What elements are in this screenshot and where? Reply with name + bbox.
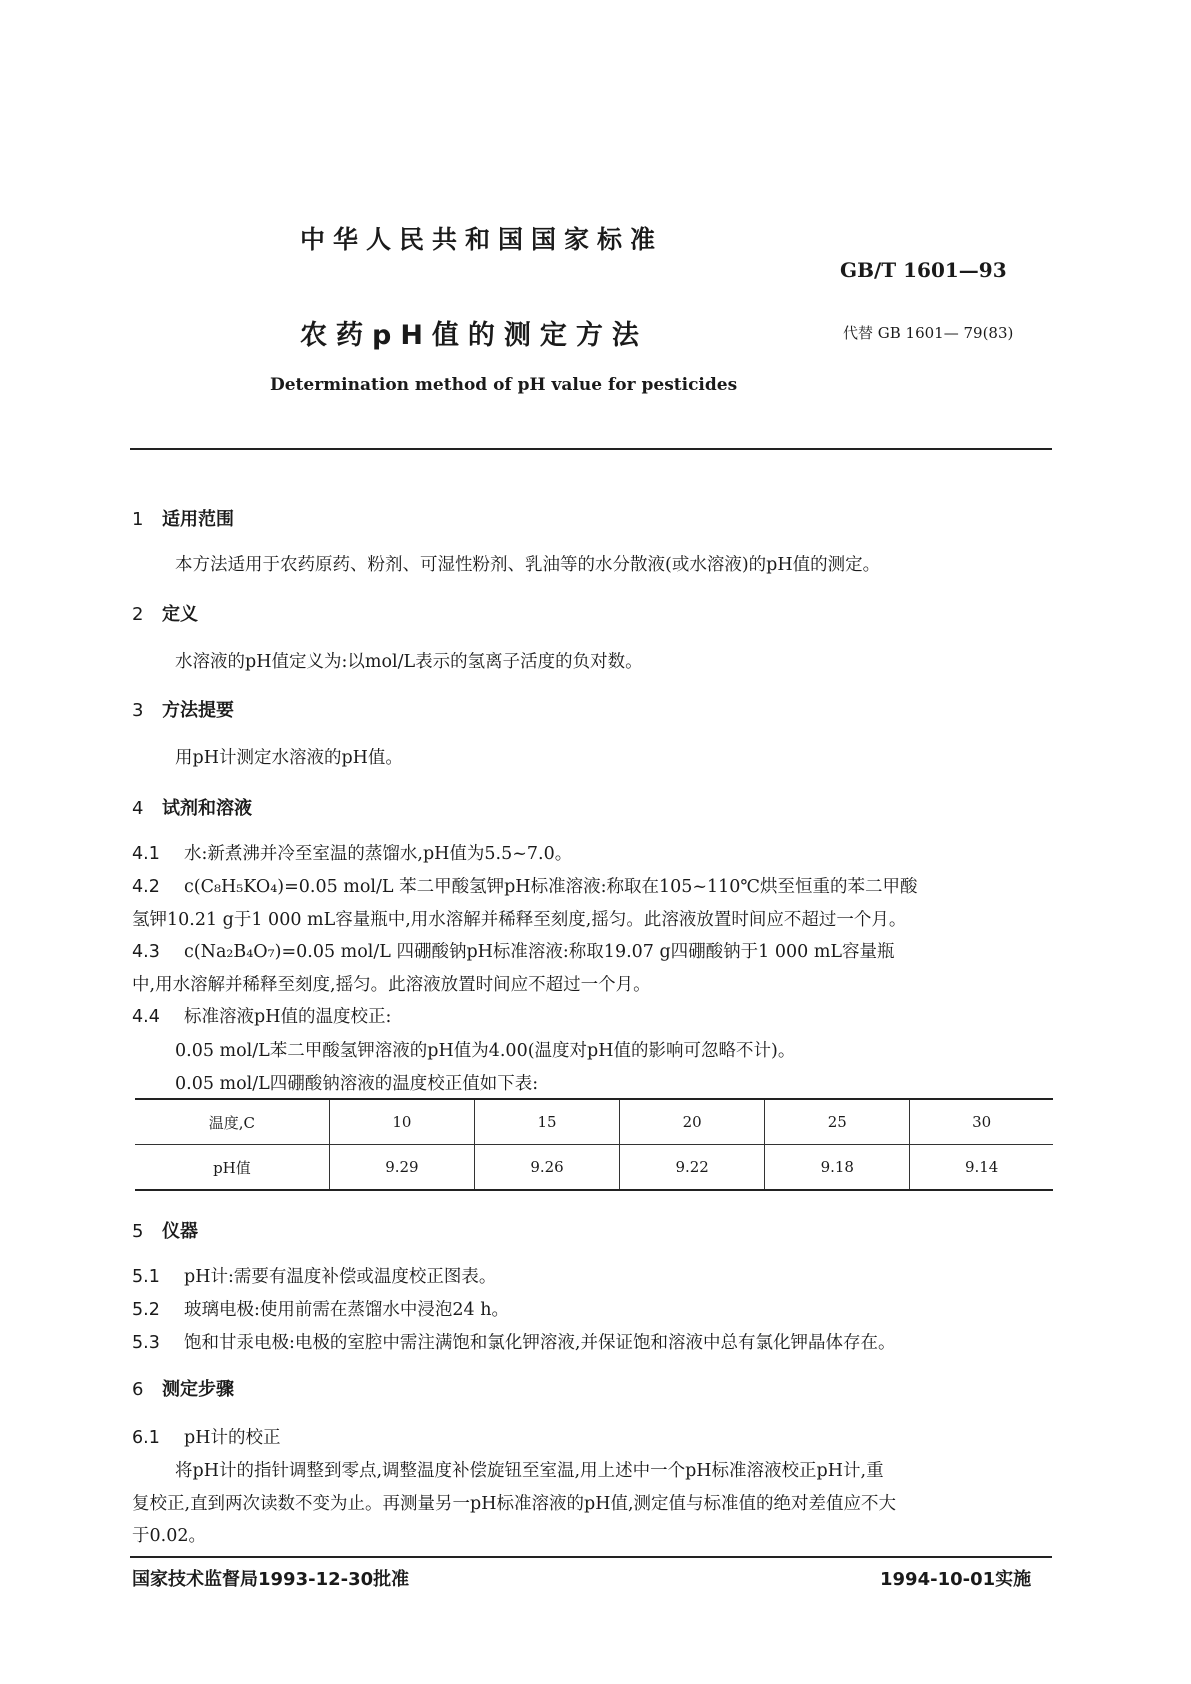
item-4-4-line1: 0.05 mol/L苯二甲酸氢钾溶液的pH值为4.00(温度对pH值的影响可忽略不计)。 [175, 1041, 796, 1061]
table-cell: 9.29 [329, 1145, 474, 1191]
english-title: Determination method of pH value for pesticides [270, 375, 738, 395]
item-text: 水:新煮沸并冷至室温的蒸馏水,pH值为5.5~7.0。 [184, 844, 573, 864]
table-cell: 9.14 [910, 1145, 1053, 1191]
item-4-3 [132, 938, 895, 963]
item-text: 标准溶液pH值的温度校正: [184, 1007, 392, 1027]
section-title: 试剂和溶液 [162, 798, 252, 819]
table-row [135, 1145, 1053, 1191]
table-cell: 20 [620, 1099, 765, 1145]
header-divider [130, 448, 1052, 450]
item-number: 4.3 [132, 942, 160, 962]
section-number: 3 [132, 700, 144, 721]
section-title: 仪器 [162, 1221, 198, 1242]
item-number: 5.3 [132, 1333, 160, 1353]
item-text: c(Na₂B₄O₇)=0.05 mol/L 四硼酸钠pH标准溶液:称取19.07 g四硼酸钠于1 000 mL容量瓶 [184, 942, 895, 962]
effective-date: 1994-10-01实施 [880, 1569, 1032, 1590]
section-title: 测定步骤 [162, 1379, 234, 1400]
item-6-1-line2: 复校正,直到两次读数不变为止。再测量另一pH标准溶液的pH值,测定值与标准值的绝对差值应不大 [132, 1494, 897, 1514]
section-number: 2 [132, 604, 144, 625]
table-cell: 温度,C [135, 1099, 329, 1145]
item-5-1 [132, 1263, 496, 1288]
ph-temperature-table [135, 1098, 1053, 1191]
item-number: 5.1 [132, 1267, 160, 1287]
item-6-1-line1: 将pH计的指针调整到零点,调整温度补偿旋钮至室温,用上述中一个pH标准溶液校正pH计,重 [175, 1461, 884, 1481]
item-number: 4.4 [132, 1007, 160, 1027]
table-cell: 9.22 [620, 1145, 765, 1191]
item-4-4 [132, 1003, 391, 1028]
section-title: 定义 [162, 604, 198, 625]
table-cell: 9.18 [765, 1145, 910, 1191]
item-5-3 [132, 1329, 895, 1354]
approval-date: 国家技术监督局1993-12-30批准 [132, 1569, 410, 1590]
item-4-2-cont: 氢钾10.21 g于1 000 mL容量瓶中,用水溶解并稀释至刻度,摇匀。此溶液放置时间应不超过一个月。 [132, 910, 907, 930]
item-number: 6.1 [132, 1428, 160, 1448]
section-1-text: 本方法适用于农药原药、粉剂、可湿性粉剂、乳油等的水分散液(或水溶液)的pH值的测定。 [175, 555, 881, 575]
section-number: 6 [132, 1379, 144, 1400]
replaces-note: 代替 GB 1601— 79(83) [843, 324, 1014, 342]
section-title: 适用范围 [162, 509, 234, 530]
item-number: 4.1 [132, 844, 160, 864]
item-number: 4.2 [132, 877, 160, 897]
item-4-4-line2: 0.05 mol/L四硼酸钠溶液的温度校正值如下表: [175, 1074, 539, 1094]
table-cell: pH值 [135, 1145, 329, 1191]
table-cell: 25 [765, 1099, 910, 1145]
national-standard-heading: 中华人民共和国国家标准 [300, 225, 664, 254]
section-4-heading [132, 794, 252, 820]
section-number: 4 [132, 798, 144, 819]
item-text: 饱和甘汞电极:电极的室腔中需注满饱和氯化钾溶液,并保证饱和溶液中总有氯化钾晶体存在。 [184, 1333, 896, 1353]
item-text: pH计:需要有温度补偿或温度校正图表。 [184, 1267, 497, 1287]
item-text: c(C₈H₅KO₄)=0.05 mol/L 苯二甲酸氢钾pH标准溶液:称取在105~110℃烘至恒重的苯二甲酸 [184, 877, 918, 897]
item-4-3-cont: 中,用水溶解并稀释至刻度,摇匀。此溶液放置时间应不超过一个月。 [132, 975, 651, 995]
section-2-text: 水溶液的pH值定义为:以mol/L表示的氢离子活度的负对数。 [175, 652, 643, 672]
table-cell: 15 [474, 1099, 619, 1145]
section-3-text: 用pH计测定水溶液的pH值。 [175, 748, 403, 768]
section-6-heading [132, 1375, 234, 1401]
section-number: 5 [132, 1221, 144, 1242]
section-3-heading [132, 696, 234, 722]
item-6-1 [132, 1424, 280, 1449]
section-2-heading [132, 600, 198, 626]
table-cell: 10 [329, 1099, 474, 1145]
table-cell: 30 [910, 1099, 1053, 1145]
item-text: 玻璃电极:使用前需在蒸馏水中浸泡24 h。 [184, 1300, 509, 1320]
section-5-heading [132, 1217, 198, 1243]
item-number: 5.2 [132, 1300, 160, 1320]
footer-divider [130, 1556, 1052, 1558]
standard-code: GB/T 1601—93 [840, 258, 1007, 282]
section-1-heading [132, 505, 234, 531]
table-row [135, 1099, 1053, 1145]
table-cell: 9.26 [474, 1145, 619, 1191]
section-title: 方法提要 [162, 700, 234, 721]
item-6-1-line3: 于0.02。 [132, 1526, 206, 1546]
item-text: pH计的校正 [184, 1428, 281, 1448]
document-title: 农药pH值的测定方法 [300, 320, 648, 351]
item-5-2 [132, 1296, 509, 1321]
section-number: 1 [132, 509, 144, 530]
item-4-1 [132, 840, 572, 865]
item-4-2 [132, 873, 918, 898]
